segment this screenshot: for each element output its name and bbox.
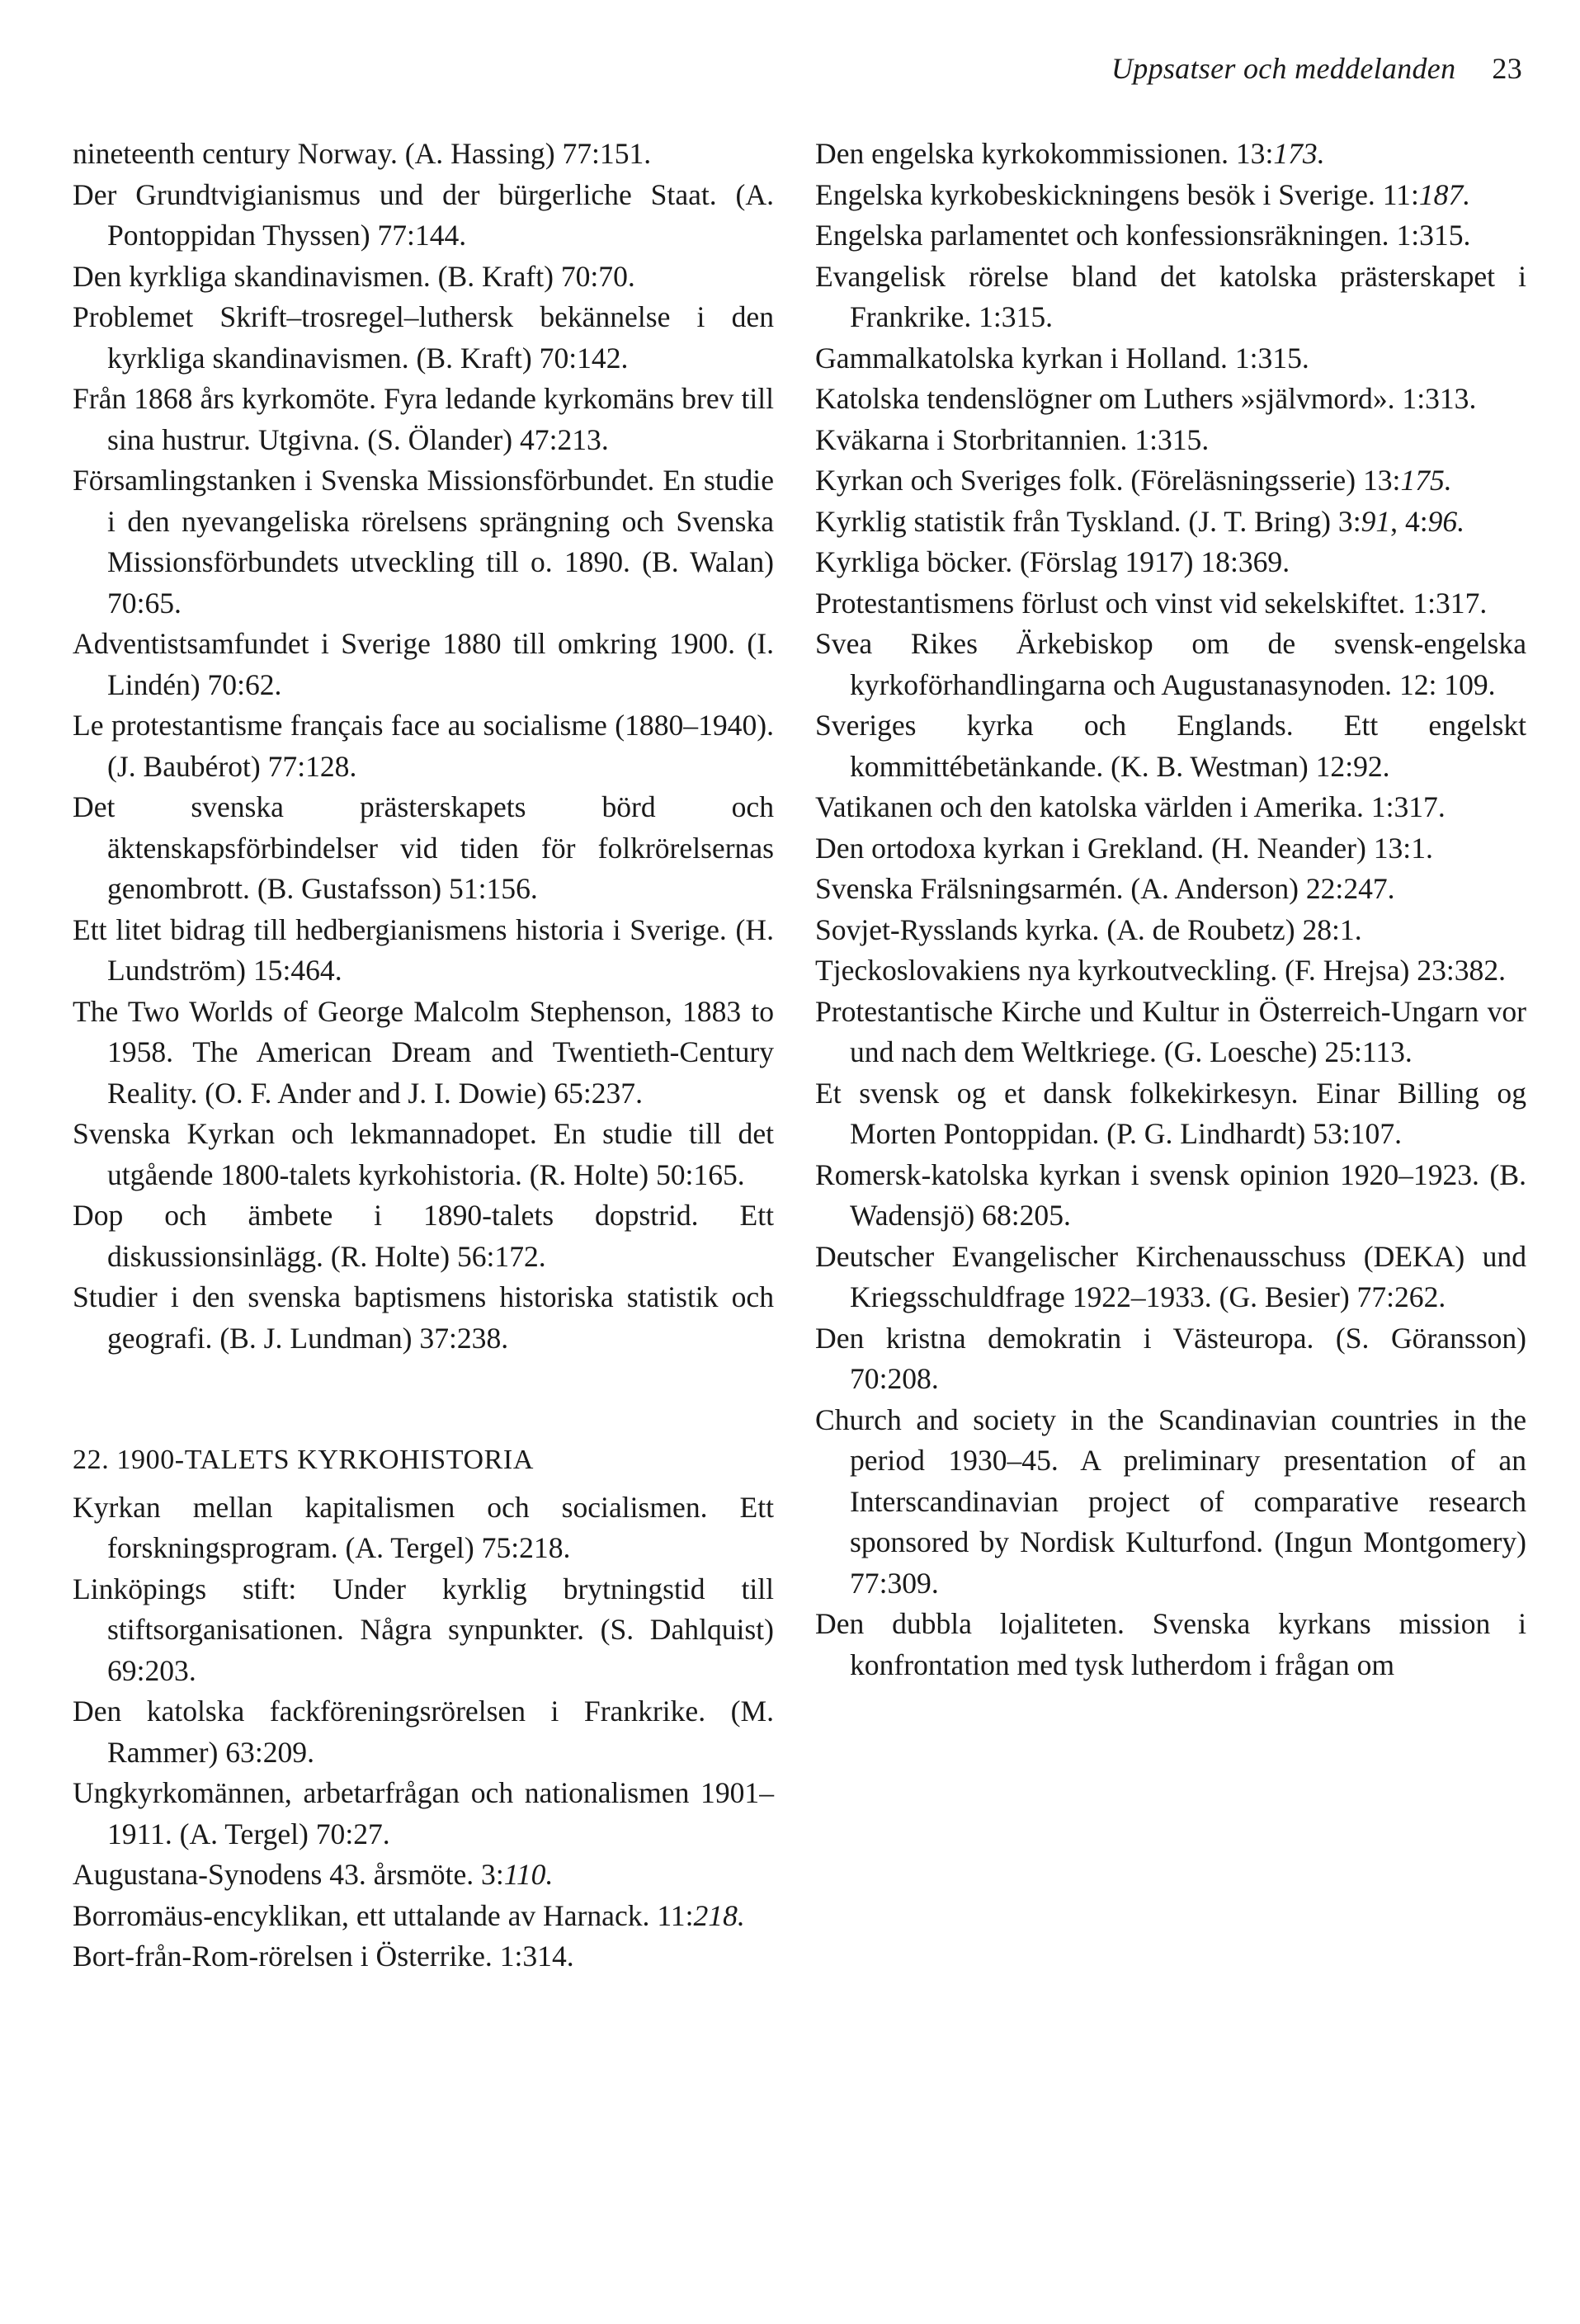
bibliography-entry: Der Grundtvigianismus und der bürgerliche Staat. (A. Pontoppidan Thyssen) 77:144. [73, 177, 774, 252]
bibliography-entry: Den kristna demokratin i Västeuropa. (S. Göransson) 70:208. [815, 1321, 1526, 1395]
running-title: Uppsatser och meddelanden [1111, 52, 1456, 85]
bibliography-entry: Deutscher Evangelischer Kirchenausschuss (DEKA) und Kriegsschuldfrage 1922–1933. (G. Besier) 77:262. [815, 1239, 1526, 1313]
bibliography-entry [815, 134, 1526, 175]
page-header [1111, 51, 1522, 86]
bibliography-entry: Gammalkatolska kyrkan i Holland. 1:315. [815, 341, 1309, 375]
bibliography-entry [815, 175, 1526, 216]
entry-page-ref: 173. [1273, 137, 1325, 170]
bibliography-entry: Engelska parlamentet och konfessionsräkningen. 1:315. [815, 219, 1471, 252]
bibliography-entry: Den katolska fackföreningsrörelsen i Frankrike. (M. Rammer) 63:209. [73, 1695, 774, 1769]
bibliography-entry: Från 1868 års kyrkomöte. Fyra ledande kyrkomäns brev till sina hustrur. Utgivna. (S. Ölander) 47:213. [73, 382, 774, 456]
bibliography-entry: Problemet Skrift–trosregel–luthersk bekännelse i den kyrkliga skandinavismen. (B. Kraft) 70:142. [73, 300, 774, 375]
bibliography-entry: Svenska Kyrkan och lekmannadopet. En studie till det utgående 1800-talets kyrkohistoria. (R. Holte) 50:165. [73, 1117, 774, 1191]
bibliography-entry: Den dubbla lojaliteten. Svenska kyrkans mission i konfrontation med tysk lutherdom i frågan om [815, 1607, 1526, 1681]
bibliography-entry: Protestantische Kirche und Kultur in Österreich-Ungarn vor und nach dem Weltkriege. (G. Loesche) 25:113. [815, 994, 1526, 1068]
bibliography-entry: Katolska tendenslögner om Luthers »självmord». 1:313. [815, 382, 1477, 415]
entry-text: Augustana-Synodens 43. årsmöte. 3: [73, 1858, 504, 1891]
bibliography-entry [815, 502, 1526, 543]
bibliography-entry: Kväkarna i Storbritannien. 1:315. [815, 422, 1210, 456]
bibliography-entry: Kyrkliga böcker. (Förslag 1917) 18:369. [815, 545, 1290, 578]
bibliography-entry: Tjeckoslovakiens nya kyrkoutveckling. (F. Hrejsa) 23:382. [815, 954, 1507, 987]
bibliography-entry: Ett litet bidrag till hedbergianismens historia i Sverige. (H. Lundström) 15:464. [73, 912, 774, 987]
bibliography-entry: Församlingstanken i Svenska Missionsförbundet. En studie i den nyevangeliska rörelsens sprängning och Svenska Missionsförbundets utveckling till o. 1890. (B. Walan) 70:65. [73, 464, 774, 620]
page-number: 23 [1492, 52, 1522, 85]
bibliography-entry: Studier i den svenska baptismens historiska statistik och geografi. (B. J. Lundman) 37:238. [73, 1280, 774, 1355]
bibliography-entry: Sveriges kyrka och Englands. Ett engelskt kommittébetänkande. (K. B. Westman) 12:92. [815, 709, 1526, 783]
entry-page-ref: 218. [693, 1898, 745, 1932]
entry-page-ref: 175. [1400, 464, 1452, 497]
entry-page-ref: 187. [1418, 177, 1471, 211]
entry-text: Den engelska kyrkokommissionen. 13: [815, 137, 1274, 170]
bibliography-entry: Et svensk og et dansk folkekirkesyn. Einar Billing og Morten Pontoppidan. (P. G. Lindhardt) 53:107. [815, 1076, 1526, 1150]
bibliography-entry: Vatikanen och den katolska världen i Amerika. 1:317. [815, 790, 1446, 823]
bibliography-entry: Det svenska prästerskapets börd och äktenskapsförbindelser vid tiden för folkrörelsernas genombrott. (B. Gustafsson) 51:156. [73, 790, 774, 905]
bibliography-entry: Evangelisk rörelse bland det katolska prästerskapet i Frankrike. 1:315. [815, 259, 1526, 333]
bibliography-entry: Protestantismens förlust och vinst vid sekelskiftet. 1:317. [815, 586, 1488, 620]
bibliography-entry: Den kyrkliga skandinavismen. (B. Kraft) 70:70. [73, 259, 635, 293]
bibliography-entry: Church and society in the Scandinavian countries in the period 1930–45. A preliminary presentation of an Interscandinavian project of comparative research sponsored by Nordisk Kulturfond. (Ingun Montgomery) 77:309. [815, 1402, 1526, 1600]
entry-text: Kyrklig statistik från Tyskland. (J. T. Bring) 3: [815, 504, 1361, 538]
bibliography-entry: Linköpings stift: Under kyrklig brytningstid till stiftsorganisationen. Några synpunkter. (S. Dahlquist) 69:203. [73, 1572, 774, 1687]
entry-text: Borromäus-encyklikan, ett uttalande av Harnack. 11: [73, 1898, 694, 1932]
bibliography-entry: Svenska Frälsningsarmén. (A. Anderson) 22:247. [815, 872, 1395, 905]
entry-separator: , 4: [1390, 504, 1428, 538]
bibliography-entry [73, 1896, 774, 1937]
bibliography-entry: The Two Worlds of George Malcolm Stephenson, 1883 to 1958. The American Dream and Twentieth-Century Reality. (O. F. Ander and J. I. Dowie) 65:237. [73, 994, 774, 1110]
bibliography-entry: Den ortodoxa kyrkan i Grekland. (H. Neander) 13:1. [815, 831, 1433, 865]
bibliography-entry: Romersk-katolska kyrkan i svensk opinion 1920–1923. (B. Wadensjö) 68:205. [815, 1157, 1526, 1232]
right-column [815, 134, 1526, 1685]
bibliography-entry: Dop och ämbete i 1890-talets dopstrid. Ett diskussionsinlägg. (R. Holte) 56:172. [73, 1199, 774, 1273]
entry-text: Engelska kyrkobeskickningens besök i Sverige. 11: [815, 177, 1419, 211]
entry-text: Kyrkan och Sveriges folk. (Föreläsningsserie) 13: [815, 464, 1401, 497]
bibliography-entry: Sovjet-Rysslands kyrka. (A. de Roubetz) 28:1. [815, 912, 1362, 946]
bibliography-entry: nineteenth century Norway. (A. Hassing) 77:151. [73, 137, 652, 170]
bibliography-entry [73, 1855, 774, 1896]
bibliography-entry: Adventistsamfundet i Sverige 1880 till omkring 1900. (I. Lindén) 70:62. [73, 627, 774, 701]
entry-page-ref: 110. [503, 1858, 554, 1891]
section-heading: 22. 1900-TALETS KYRKOHISTORIA [73, 1445, 534, 1475]
bibliography-entry: Svea Rikes Ärkebiskop om de svensk-engelska kyrkoförhandlingarna och Augustanasynoden. 12: 109. [815, 627, 1526, 701]
bibliography-entry [815, 460, 1526, 502]
bibliography-entry: Ungkyrkomännen, arbetarfrågan och nationalismen 1901–1911. (A. Tergel) 70:27. [73, 1776, 774, 1850]
left-column [73, 134, 774, 1978]
entry-page-ref: 91 [1361, 504, 1391, 538]
entry-page-ref: 96. [1427, 504, 1465, 538]
bibliography-entry: Bort-från-Rom-rörelsen i Österrike. 1:314. [73, 1940, 574, 1973]
bibliography-entry: Le protestantisme français face au socialisme (1880–1940). (J. Baubérot) 77:128. [73, 709, 774, 783]
bibliography-entry: Kyrkan mellan kapitalismen och socialismen. Ett forskningsprogram. (A. Tergel) 75:218. [73, 1490, 774, 1564]
